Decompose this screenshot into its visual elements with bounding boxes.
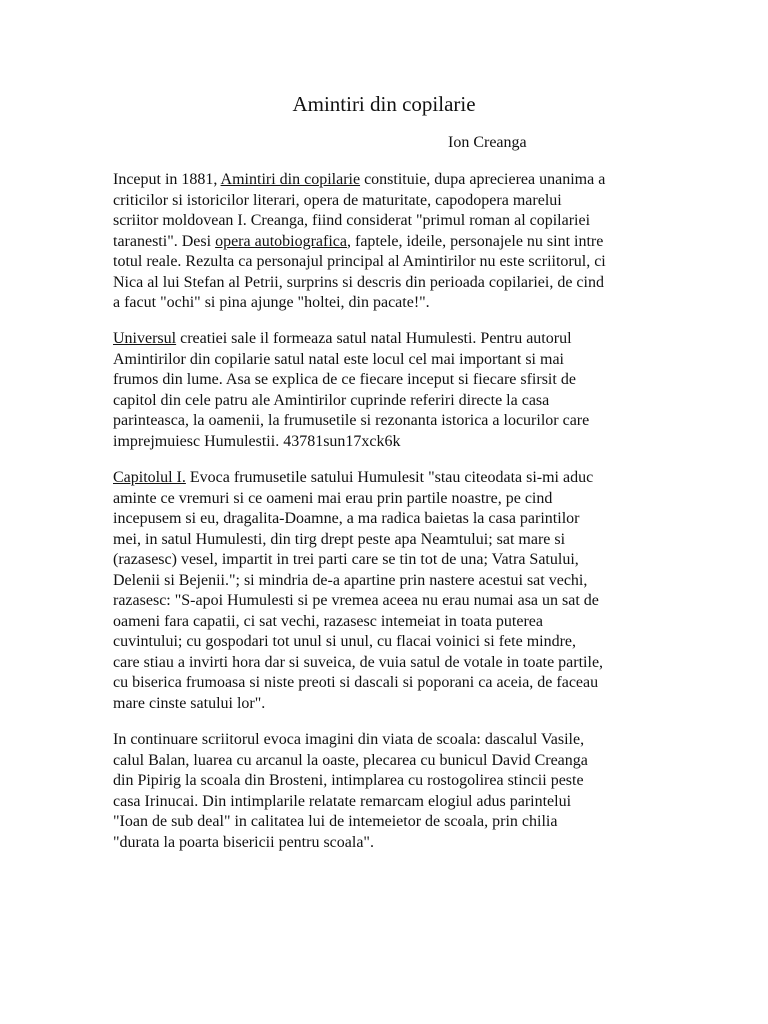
text-line [113, 252, 673, 273]
text-segment: Evoca frumusetile satului Humulesit "stau citeodata si-mi aduc [185, 469, 594, 486]
text-line [113, 792, 673, 813]
text-segment: parinteasca, la oamenii, la frumusetile si rezonanta istorica a locurilor care [113, 412, 590, 429]
text-segment: aminte ce vremuri si ce oameni mai erau prin partile noastre, pe cind [113, 489, 553, 507]
text-line [113, 489, 673, 510]
text-segment: cuvintului; cu gospodari tot unul si unul, cu flacai voinici si fete mindre, [113, 633, 577, 650]
text-line [113, 170, 673, 191]
text-line [113, 530, 673, 551]
text-line [113, 571, 673, 592]
text-segment: calul Balan, luarea cu arcanul la oaste, plecarea cu bunicul David Creanga [113, 751, 588, 769]
paragraph-universul [113, 329, 673, 452]
text-segment: capitol din cele patru ale Amintirilor cuprinde referiri directe la casa [113, 391, 550, 409]
text-segment: creatiei sale il formeaza satul natal Humulesti. Pentru autorul [176, 330, 572, 347]
text-line [113, 391, 673, 412]
text-line [113, 730, 673, 751]
text-line [113, 591, 673, 612]
text-line [113, 632, 673, 653]
underlined-term: Amintiri din copilarie [220, 171, 361, 188]
text-line [113, 432, 673, 453]
text-segment: "durata la poarta bisericii pentru scoala". [113, 833, 374, 851]
text-segment: criticilor si istoricilor literari, opera de maturitate, capodopera marelui [113, 191, 562, 209]
text-line [113, 673, 673, 694]
text-segment: a facut "ochi" si pina ajunge "holtei, din pacate!". [113, 294, 430, 311]
text-segment: In continuare scriitorul evoca imagini din viata de scoala: dascalul Vasile, [113, 731, 585, 748]
text-line [113, 350, 673, 371]
text-segment: razasesc: "S-apoi Humulesti si pe vremea aceea nu erau numai asa un sat de [113, 592, 599, 609]
text-line [113, 694, 673, 715]
text-line [113, 509, 673, 530]
text-line [113, 232, 673, 253]
text-line [113, 411, 673, 432]
text-line [113, 468, 673, 489]
text-line [113, 211, 673, 232]
text-segment: constituie, dupa aprecierea unanima a [360, 171, 606, 188]
text-segment: Delenii si Bejenii."; si mindria de-a apartine prin nastere acestui sat vechi, [113, 571, 588, 589]
text-segment: totul reale. Rezulta ca personajul principal al Amintirilor nu este scriitorul, ci [113, 253, 606, 270]
text-line [113, 329, 673, 350]
text-line [113, 550, 673, 571]
text-segment: Inceput in 1881, [113, 171, 221, 188]
text-segment: mare cinste satului lor". [113, 694, 266, 712]
text-segment: oameni fara capatii, ci sat vechi, razasesc intemeiat in toata puterea [113, 612, 543, 630]
text-segment: casa Irinucai. Din intimplarile relatate remarcam elogiul adus parintelui [113, 792, 572, 810]
text-segment: frumos din lume. Asa se explica de ce fiecare inceput si fiecare sfirsit de [113, 371, 576, 388]
underlined-term: Capitolul I. [113, 469, 186, 486]
document-author: Ion Creanga [448, 134, 527, 151]
text-line [113, 771, 673, 792]
text-segment: imprejmuiesc Humulestii. 43781sun17xck6k [113, 432, 401, 450]
underlined-term: Universul [113, 330, 177, 347]
text-line [113, 751, 673, 772]
text-segment: incepusem si eu, dragalita-Doamne, a ma radica baietas la casa parintilor [113, 510, 580, 527]
text-segment: , faptele, ideile, personajele nu sint intre [347, 232, 604, 250]
text-line [113, 273, 673, 294]
underlined-term: opera autobiografica [215, 232, 347, 250]
text-line [113, 812, 673, 833]
text-line [113, 191, 673, 212]
text-segment: Nica al lui Stefan al Petrii, surprins si descris din perioada copilariei, de cind [113, 273, 604, 291]
text-segment: "Ioan de sub deal" in calitatea lui de intemeietor de scoala, prin chilia [113, 813, 558, 830]
text-line [113, 612, 673, 633]
paragraph-continuare [113, 730, 673, 853]
text-line [113, 653, 673, 674]
text-segment: taranesti". Desi [113, 232, 216, 250]
text-line [113, 293, 673, 314]
document-title: Amintiri din copilarie [292, 92, 476, 116]
text-segment: care stiau a invirti hora dar si suveica, de vuia satul de votale in toate partile, [113, 653, 604, 671]
paragraph-capitolul-i [113, 468, 673, 714]
paragraph-intro [113, 170, 673, 314]
text-segment: din Pipirig la scoala din Brosteni, intimplarea cu rostogolirea stincii peste [113, 772, 584, 789]
text-line [113, 833, 673, 854]
text-segment: mei, in satul Humulesti, din tirg drept peste apa Neamtului; sat mare si [113, 530, 566, 548]
text-segment: (razasesc) vesel, impartit in trei parti care se tin tot de una; Vatra Satului, [113, 551, 579, 568]
text-segment: scriitor moldovean I. Creanga, fiind considerat "primul roman al copilariei [113, 212, 591, 229]
text-segment: cu biserica frumoasa si niste preoti si dascali si poporani ca aceia, de faceau [113, 674, 599, 691]
text-segment: Amintirilor din copilarie satul natal este locul cel mai important si mai [113, 350, 564, 368]
text-line [113, 370, 673, 391]
